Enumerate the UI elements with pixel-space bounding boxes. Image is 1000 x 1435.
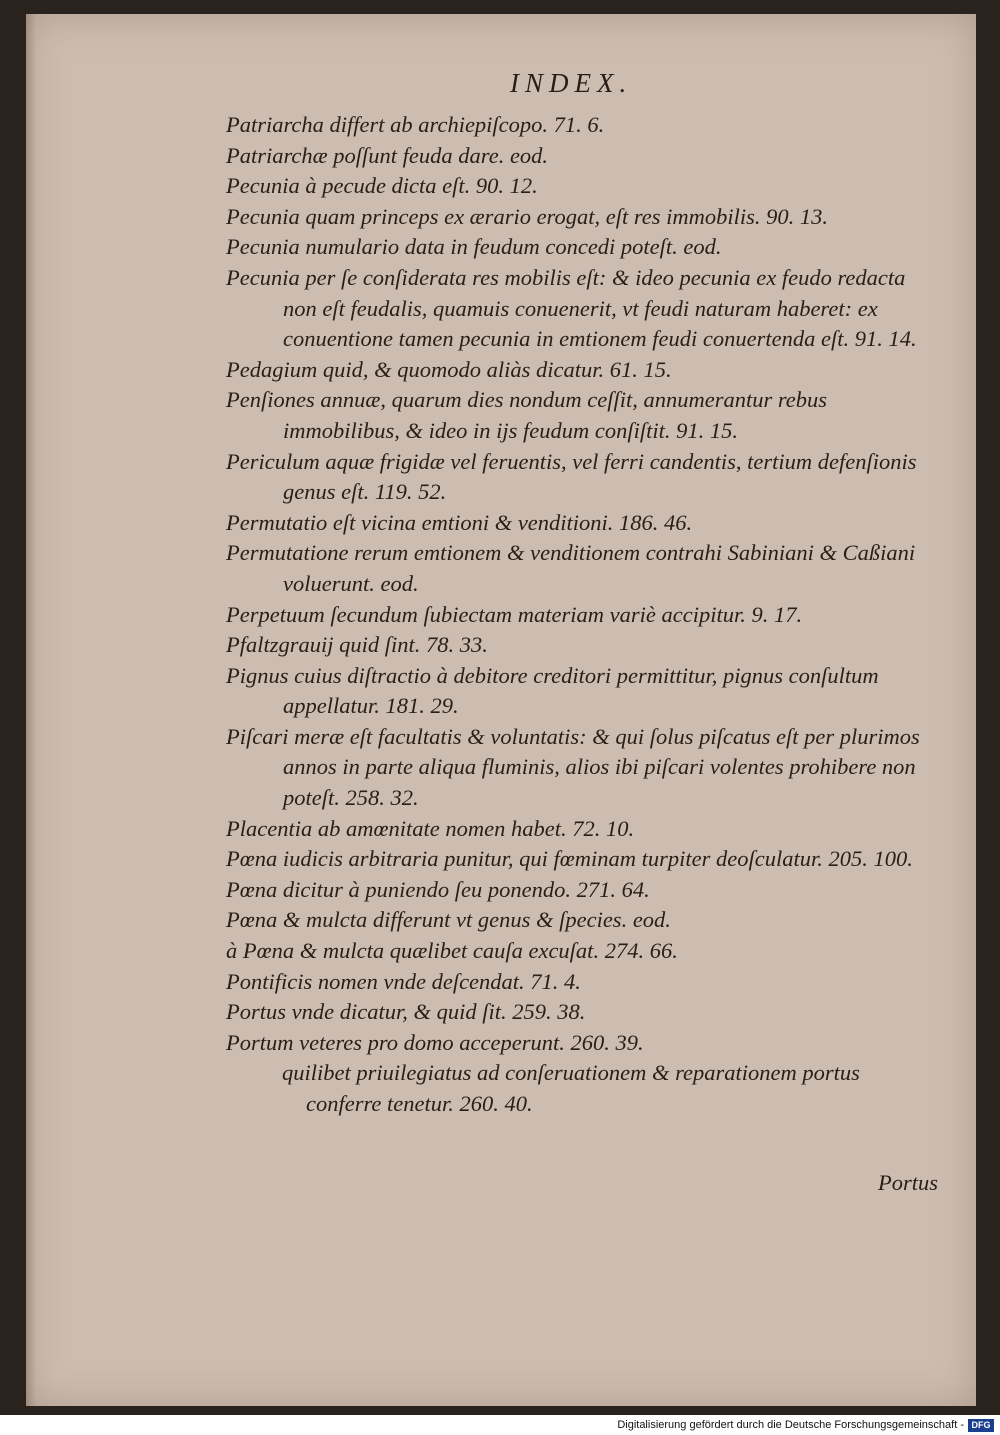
index-entry: Portum veteres pro domo acceperunt. 260. 39.	[226, 1029, 644, 1055]
page-header: INDEX.	[510, 68, 633, 98]
index-entry: Patriarchæ poſſunt feuda dare. eod.	[226, 142, 549, 168]
index-entry: Pœna & mulcta differunt vt genus & ſpecies. eod.	[226, 907, 671, 933]
index-entry: Portus vnde dicatur, & quid ſit. 259. 38.	[226, 999, 586, 1025]
index-entries	[226, 110, 926, 1120]
index-entry: Placentia ab amœnitate nomen habet. 72. 10.	[226, 815, 635, 841]
index-entry: à Pœna & mulcta quælibet cauſa excuſat. 274. 66.	[226, 938, 678, 964]
index-entry: Penſiones annuæ, quarum dies nondum ceſſit, annumerantur rebus immobilibus, & ideo in ijs feudum conſiſtit. 91. 15.	[226, 387, 827, 443]
index-entry: Pedagium quid, & quomodo aliàs dicatur. 61. 15.	[226, 356, 672, 382]
dfg-logo: DFG	[968, 1419, 994, 1432]
index-entry: Pecunia per ſe conſiderata res mobilis eſt: & ideo pecunia ex feudo redacta non eſt feudalis, quamuis conuenerit, vt feudi naturam haberet: ex conuentione tamen pecunia in emtionem feudi conuertenda eſt. 91. 14.	[226, 264, 917, 352]
index-entry: Permutatione rerum emtionem & venditionem contrahi Sabiniani & Caßiani voluerunt. eod.	[226, 540, 916, 596]
index-entry: Pontificis nomen vnde deſcendat. 71. 4.	[226, 968, 581, 994]
index-entry: Perpetuum ſecundum ſubiectam materiam variè accipitur. 9. 17.	[226, 601, 803, 627]
index-entry: Pecunia à pecude dicta eſt. 90. 12.	[226, 173, 538, 199]
footer-bar	[0, 1415, 1000, 1435]
index-entry: Periculum aquæ frigidæ vel feruentis, vel ferri candentis, tertium defenſionis genus eſt. 119. 52.	[226, 448, 917, 505]
index-entry: Pignus cuius diſtractio à debitore creditori permittitur, pignus conſultum appellatur. 181. 29.	[226, 662, 879, 719]
index-entry: Pecunia quam princeps ex ærario erogat, eſt res immobilis. 90. 13.	[226, 203, 829, 229]
index-entry: Piſcari meræ eſt facultatis & voluntatis: & qui ſolus piſcatus eſt per plurimos annos in parte aliqua fluminis, alios ibi piſcari volentes prohibere non poteſt. 258. 32.	[226, 723, 920, 811]
index-entry: Pœna iudicis arbitraria punitur, qui fœminam turpiter deoſculatur. 205. 100.	[226, 846, 913, 872]
index-entry: Permutatio eſt vicina emtioni & venditioni. 186. 46.	[226, 509, 693, 535]
index-entry: Pecunia numulario data in feudum concedi poteſt. eod.	[226, 234, 722, 260]
index-sub-entry: quilibet priuilegiatus ad conſeruationem & reparationem portus conferre tenetur. 260. 40.	[282, 1060, 860, 1116]
catchword: Portus	[877, 1170, 938, 1195]
funding-note: Digitalisierung gefördert durch die Deutsche Forschungsgemeinschaft -	[617, 1419, 964, 1431]
index-entry: Pfaltzgrauij quid ſint. 78. 33.	[226, 632, 488, 658]
index-entry: Pœna dicitur à puniendo ſeu ponendo. 271. 64.	[226, 876, 650, 902]
page-edge	[26, 14, 36, 1406]
index-entry: Patriarcha differt ab archiepiſcopo. 71. 6.	[226, 112, 605, 137]
